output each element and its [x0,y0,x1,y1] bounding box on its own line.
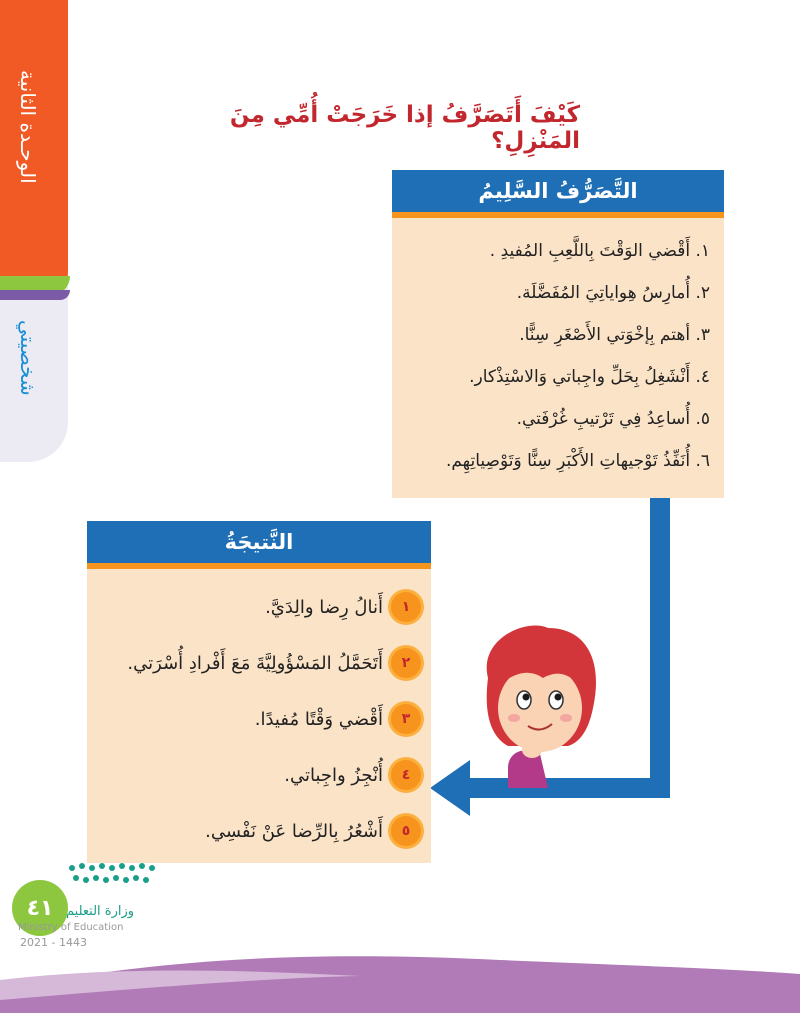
section-label: شخصيتي [16,320,40,396]
behaviour-list [392,218,724,482]
behaviour-item: ٢. أُمارِسُ هِواياتِيَ المُفَضَّلَة. [516,283,710,303]
number-badge-icon: ١ [391,592,421,622]
result-item-text: أَنالُ رِضا والِدَيَّ. [265,596,383,618]
unit-band-stripe-purple [0,290,70,300]
result-item-text: أُنْجِزُ واجِباتي. [284,764,383,786]
unit-side-tab [0,0,68,462]
behaviour-item: ٤. أَنْشَغِلُ بِحَلِّ واجِباتي وَالاسْتِذْكار. [469,367,710,387]
result-item [95,635,421,691]
behaviour-item: ٣. أهتم بِإخْوَتي الأَصْغَرِ سِنًّا. [519,325,710,345]
behaviour-item: ٦. أُنَفِّذُ تَوْجيهاتِ الأَكْبَرِ سِنًّا وَتَوْصِياتِهِم. [445,451,710,471]
result-item-text: أَقْضي وَقْتًا مُفيدًا. [254,708,383,730]
page-number: ٤١ [12,880,68,936]
result-panel-title: النَّتيجَةُ [87,521,431,569]
behaviour-panel [392,170,724,498]
unit-label: الوحـدة الثانية [16,70,40,184]
edition-year: 2021 - 1443 [20,936,87,949]
number-badge-icon: ٣ [391,704,421,734]
result-item [95,747,421,803]
result-item [95,579,421,635]
footer-wave-decoration [0,930,800,1013]
result-item [95,691,421,747]
result-list [87,569,431,859]
behaviour-item: ١. أَقْضي الوَقْتَ بِاللَّعِبِ المُفيدِ . [489,241,710,261]
girl-character-icon [468,618,608,788]
number-badge-icon: ٢ [391,648,421,678]
page-question-title: كَيْفَ أَتَصَرَّفُ إذا خَرَجَتْ أُمِّي مِنَ المَنْزِلِ؟ [229,102,580,154]
ministry-logo-icon [62,858,162,898]
behaviour-item: ٥. أُساعِدُ فِي تَرْتيبِ غُرْفَتي. [516,409,710,429]
number-badge-icon: ٤ [391,760,421,790]
result-item-text: أَتَحَمَّلُ المَسْؤُولِيَّةَ مَعَ أَفْرادِ أُسْرَتي. [127,652,383,674]
ministry-name-english: Ministry of Education [18,922,124,933]
ministry-name-arabic: وزارة التعليم [66,904,135,919]
number-badge-icon: ٥ [391,816,421,846]
result-panel [87,521,431,863]
behaviour-panel-title: التَّصَرُّفُ السَّلِيمُ [392,170,724,218]
result-item [95,803,421,859]
result-item-text: أَشْعُرُ بِالرِّضا عَنْ نَفْسِي. [205,820,383,842]
